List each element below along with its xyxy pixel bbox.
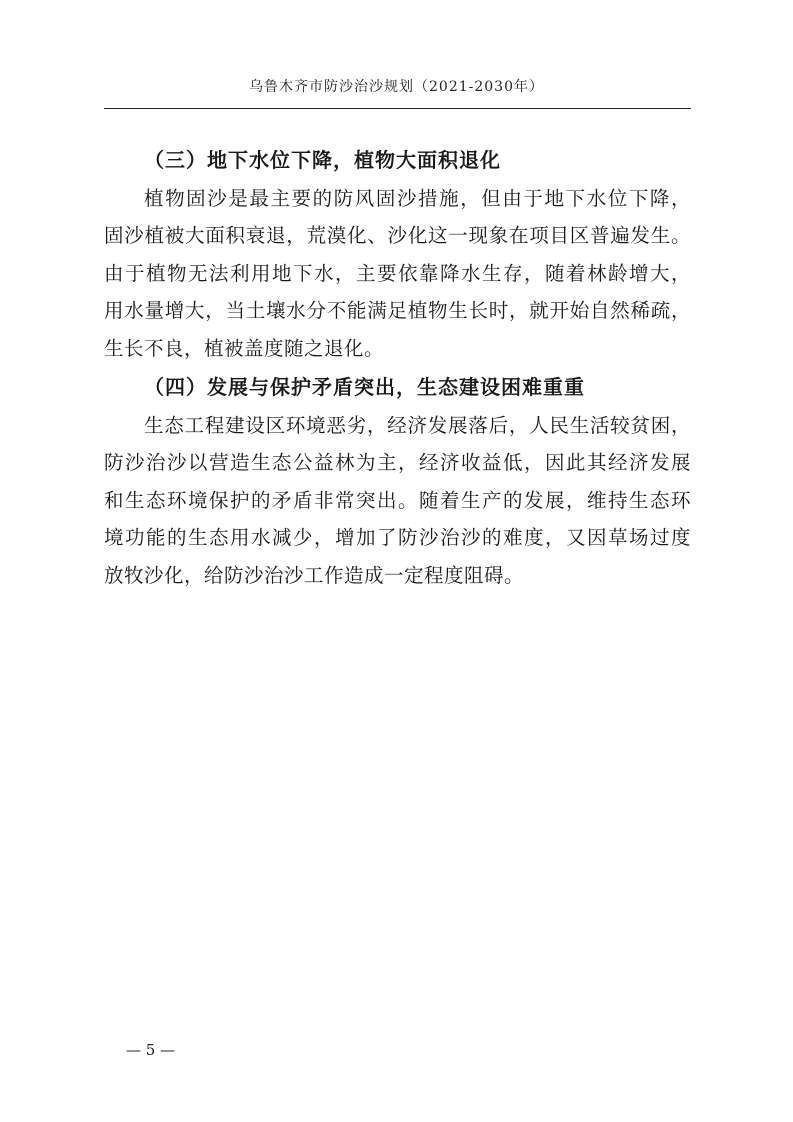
page-number: — 5 — (126, 1041, 176, 1059)
page-header: 乌鲁木齐市防沙治沙规划（2021-2030年） (249, 79, 544, 95)
paragraph-line: 境功能的生态用水减少，增加了防沙治沙的难度，又因草场过度 (104, 526, 691, 550)
paragraph-line: 防沙治沙以营造生态公益林为主，经济收益低，因此其经济发展 (104, 451, 691, 475)
paragraph-line: 放牧沙化，给防沙治沙工作造成一定程度阻碍。 (104, 563, 525, 587)
paragraph-line: 生态工程建设区环境恶劣，经济发展落后，人民生活较贫困， (144, 413, 691, 437)
document-body (104, 142, 691, 594)
section-heading: （四）发展与保护矛盾突出，生态建设困难重重 (144, 374, 585, 399)
header-divider (104, 108, 691, 109)
paragraph-line: 用水量增大，当土壤水分不能满足植物生长时，就开始自然稀疏， (104, 299, 691, 323)
paragraph-line: 植物固沙是最主要的防风固沙措施，但由于地下水位下降， (144, 187, 691, 210)
paragraph-line: 生长不良，植被盖度随之退化。 (104, 336, 385, 360)
paragraph-line: 和生态环境保护的矛盾非常突出。随着生产的发展，维持生态环 (104, 488, 691, 512)
paragraph-line: 由于植物无法利用地下水，主要依靠降水生存，随着林龄增大， (104, 261, 691, 285)
section-groundwater-decline (104, 142, 691, 367)
paragraph-line: 固沙植被大面积衰退，荒漠化、沙化这一现象在项目区普遍发生。 (104, 224, 691, 248)
section-development-conflict (104, 369, 691, 594)
section-heading: （三）地下水位下降，植物大面积退化 (144, 148, 501, 172)
